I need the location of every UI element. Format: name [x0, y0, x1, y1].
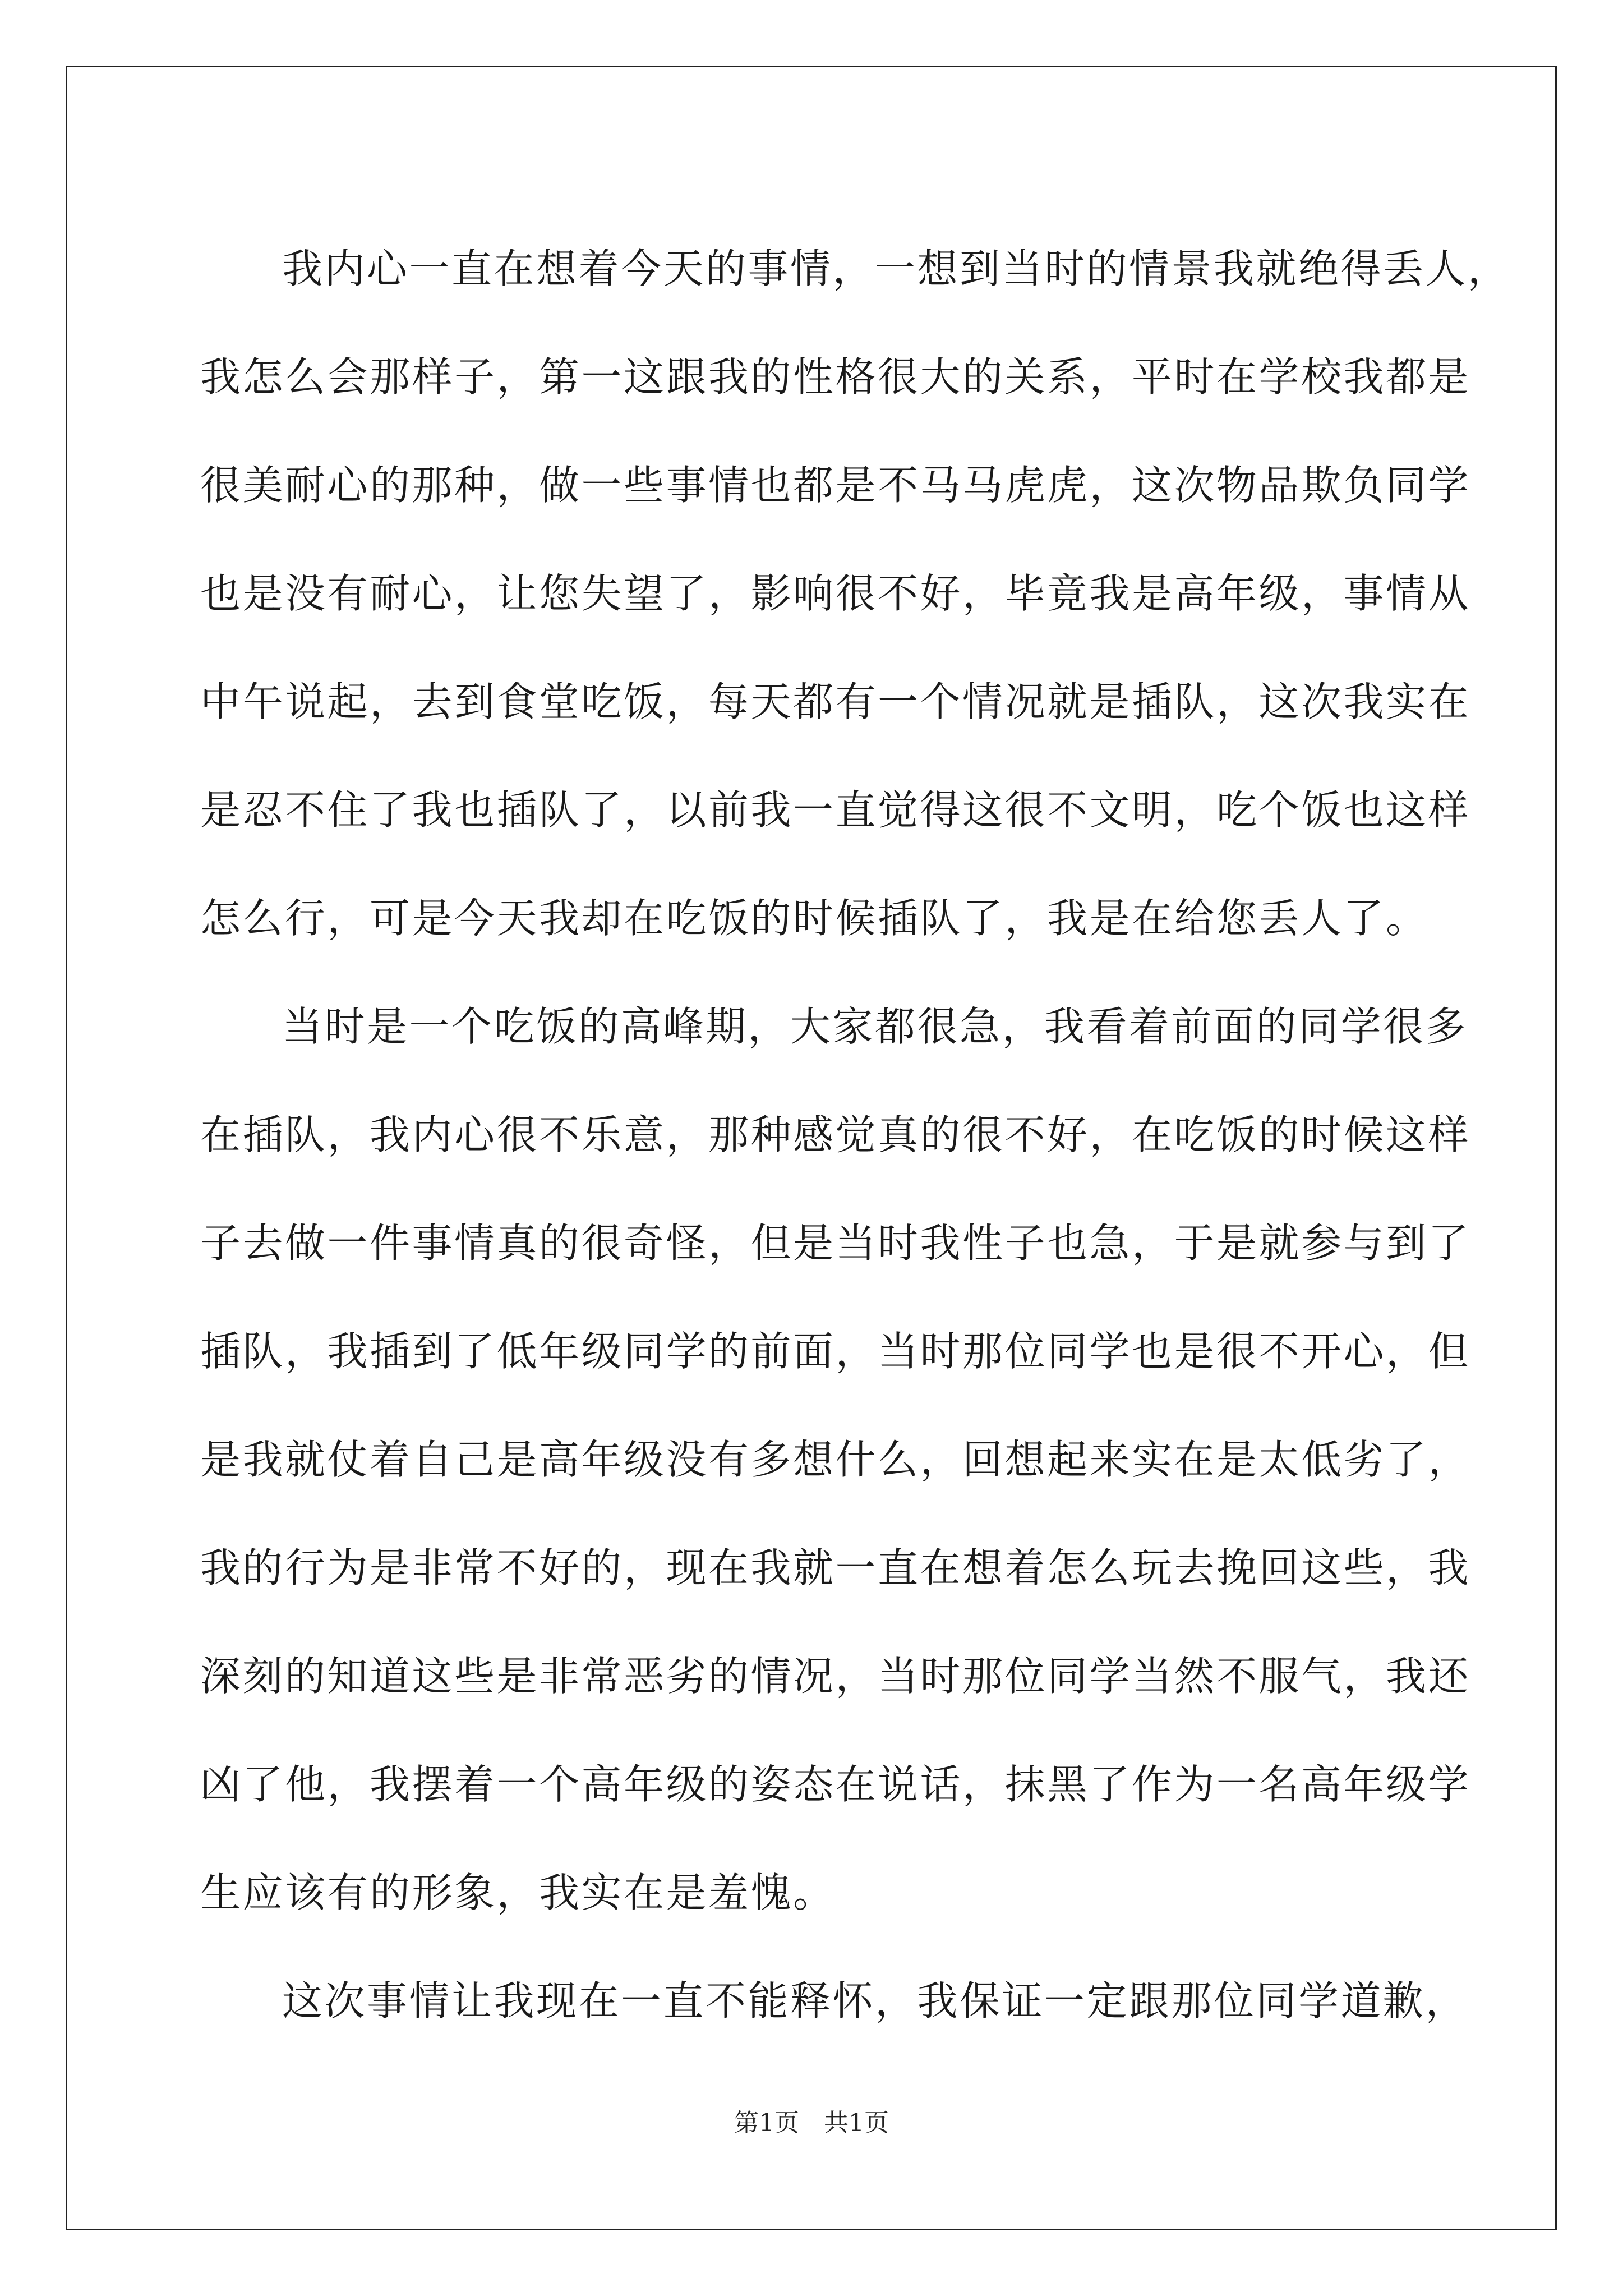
text-line: 是忍不住了我也插队了，以前我一直觉得这很不文明，吃个饭也这样: [200, 786, 1471, 834]
text-line: 很美耐心的那种，做一些事情也都是不马马虎虎，这次物品欺负同学: [200, 462, 1471, 509]
paragraph-3: [200, 1947, 1468, 2055]
text-line: 中午说起，去到食堂吃饭，每天都有一个情况就是插队，这次我实在: [200, 678, 1471, 725]
text-line: 怎么行，可是今天我却在吃饭的时候插队了，我是在给您丢人了。: [200, 895, 1428, 942]
text-line: 我怎么会那样子，第一这跟我的性格很大的关系，平时在学校我都是: [200, 353, 1471, 401]
text-line: 插队，我插到了低年级同学的前面，当时那位同学也是很不开心，但: [200, 1328, 1471, 1375]
paragraph-1: [200, 215, 1510, 973]
document-body: [200, 215, 1510, 2055]
text-line: 在插队，我内心很不乐意，那种感觉真的很不好，在吃饭的时候这样: [200, 1111, 1471, 1158]
text-line: 是我就仗着自己是高年级没有多想什么，回想起来实在是太低劣了，: [200, 1436, 1471, 1483]
text-line: 深刻的知道这些是非常恶劣的情况，当时那位同学当然不服气，我还: [200, 1653, 1471, 1700]
text-line: 当时是一个吃饭的高峰期，大家都很急，我看着前面的同学很多: [282, 1003, 1468, 1050]
text-line: 子去做一件事情真的很奇怪，但是当时我性子也急，于是就参与到了: [200, 1220, 1471, 1267]
paragraph-2: [200, 973, 1471, 1947]
text-line: 也是没有耐心，让您失望了，影响很不好，毕竟我是高年级，事情从: [200, 570, 1471, 617]
page-number-footer: 第1页 共1页: [734, 2109, 889, 2137]
text-line: 我的行为是非常不好的，现在我就一直在想着怎么玩去挽回这些，我: [200, 1544, 1471, 1591]
text-line: 生应该有的形象，我实在是羞愧。: [200, 1869, 836, 1916]
text-line: 我内心一直在想着今天的事情，一想到当时的情景我就绝得丢人，: [282, 245, 1510, 292]
text-line: 这次事情让我现在一直不能释怀，我保证一定跟那位同学道歉，: [282, 1977, 1468, 2024]
text-line: 凶了他，我摆着一个高年级的姿态在说话，抹黑了作为一名高年级学: [200, 1761, 1471, 1808]
